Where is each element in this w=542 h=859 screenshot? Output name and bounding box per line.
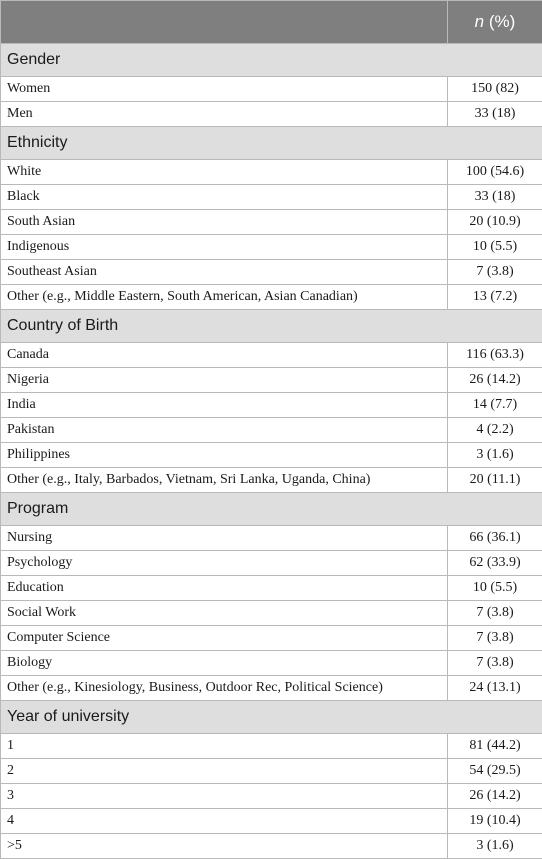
row-label: Southeast Asian [1, 260, 448, 285]
row-label: Computer Science [1, 626, 448, 651]
header-percent-label: (%) [484, 12, 515, 31]
table-row [1, 77, 542, 102]
header-n-symbol: n [475, 12, 484, 31]
row-label: Psychology [1, 551, 448, 576]
row-value: 116 (63.3) [448, 343, 542, 368]
row-value: 14 (7.7) [448, 393, 542, 418]
row-label: 1 [1, 734, 448, 759]
row-value: 7 (3.8) [448, 601, 542, 626]
row-value: 33 (18) [448, 102, 542, 127]
table-row [1, 235, 542, 260]
row-value: 54 (29.5) [448, 759, 542, 784]
row-label: Biology [1, 651, 448, 676]
table-header-row [1, 1, 542, 44]
section-title: Program [1, 493, 542, 526]
row-label: Education [1, 576, 448, 601]
row-value: 19 (10.4) [448, 809, 542, 834]
row-value: 7 (3.8) [448, 651, 542, 676]
table-row [1, 576, 542, 601]
section-title: Gender [1, 44, 542, 77]
row-label: >5 [1, 834, 448, 859]
table-row [1, 160, 542, 185]
row-value: 20 (11.1) [448, 468, 542, 493]
section-header-row [1, 701, 542, 734]
table-row [1, 418, 542, 443]
row-label: White [1, 160, 448, 185]
row-label: 3 [1, 784, 448, 809]
section-header-row [1, 127, 542, 160]
row-value: 33 (18) [448, 185, 542, 210]
row-value: 10 (5.5) [448, 235, 542, 260]
table-row [1, 759, 542, 784]
section-header-row [1, 310, 542, 343]
table-row [1, 676, 542, 701]
row-label: Nursing [1, 526, 448, 551]
row-value: 24 (13.1) [448, 676, 542, 701]
row-label: Other (e.g., Kinesiology, Business, Outdoor Rec, Political Science) [1, 676, 448, 701]
row-label: Indigenous [1, 235, 448, 260]
row-label: Women [1, 77, 448, 102]
row-value: 26 (14.2) [448, 784, 542, 809]
section-header-row [1, 493, 542, 526]
table-row [1, 551, 542, 576]
row-value: 100 (54.6) [448, 160, 542, 185]
section-title: Country of Birth [1, 310, 542, 343]
row-label: Men [1, 102, 448, 127]
table-row [1, 834, 542, 859]
table-body [1, 44, 542, 859]
table-row [1, 185, 542, 210]
row-value: 150 (82) [448, 77, 542, 102]
row-label: Black [1, 185, 448, 210]
row-value: 4 (2.2) [448, 418, 542, 443]
row-value: 26 (14.2) [448, 368, 542, 393]
table-row [1, 734, 542, 759]
table-row [1, 393, 542, 418]
row-label: Canada [1, 343, 448, 368]
row-label: Other (e.g., Italy, Barbados, Vietnam, Sri Lanka, Uganda, China) [1, 468, 448, 493]
section-title: Year of university [1, 701, 542, 734]
row-value: 13 (7.2) [448, 285, 542, 310]
table-row [1, 601, 542, 626]
row-value: 66 (36.1) [448, 526, 542, 551]
row-value: 20 (10.9) [448, 210, 542, 235]
row-value: 62 (33.9) [448, 551, 542, 576]
table-row [1, 443, 542, 468]
row-label: India [1, 393, 448, 418]
table-row [1, 260, 542, 285]
table-row [1, 526, 542, 551]
header-label-cell [1, 1, 448, 44]
table-row [1, 368, 542, 393]
table-row [1, 651, 542, 676]
table-row [1, 343, 542, 368]
table-row [1, 285, 542, 310]
table-row [1, 210, 542, 235]
row-value: 7 (3.8) [448, 626, 542, 651]
table-row [1, 468, 542, 493]
table-row [1, 809, 542, 834]
section-header-row [1, 44, 542, 77]
row-label: 2 [1, 759, 448, 784]
row-label: 4 [1, 809, 448, 834]
row-label: Social Work [1, 601, 448, 626]
section-title: Ethnicity [1, 127, 542, 160]
row-value: 3 (1.6) [448, 834, 542, 859]
row-label: South Asian [1, 210, 448, 235]
row-label: Nigeria [1, 368, 448, 393]
table-row [1, 102, 542, 127]
row-value: 81 (44.2) [448, 734, 542, 759]
header-value-cell [448, 1, 542, 44]
row-value: 10 (5.5) [448, 576, 542, 601]
row-value: 7 (3.8) [448, 260, 542, 285]
row-label: Other (e.g., Middle Eastern, South American, Asian Canadian) [1, 285, 448, 310]
row-label: Philippines [1, 443, 448, 468]
row-label: Pakistan [1, 418, 448, 443]
table-row [1, 626, 542, 651]
table-row [1, 784, 542, 809]
row-value: 3 (1.6) [448, 443, 542, 468]
